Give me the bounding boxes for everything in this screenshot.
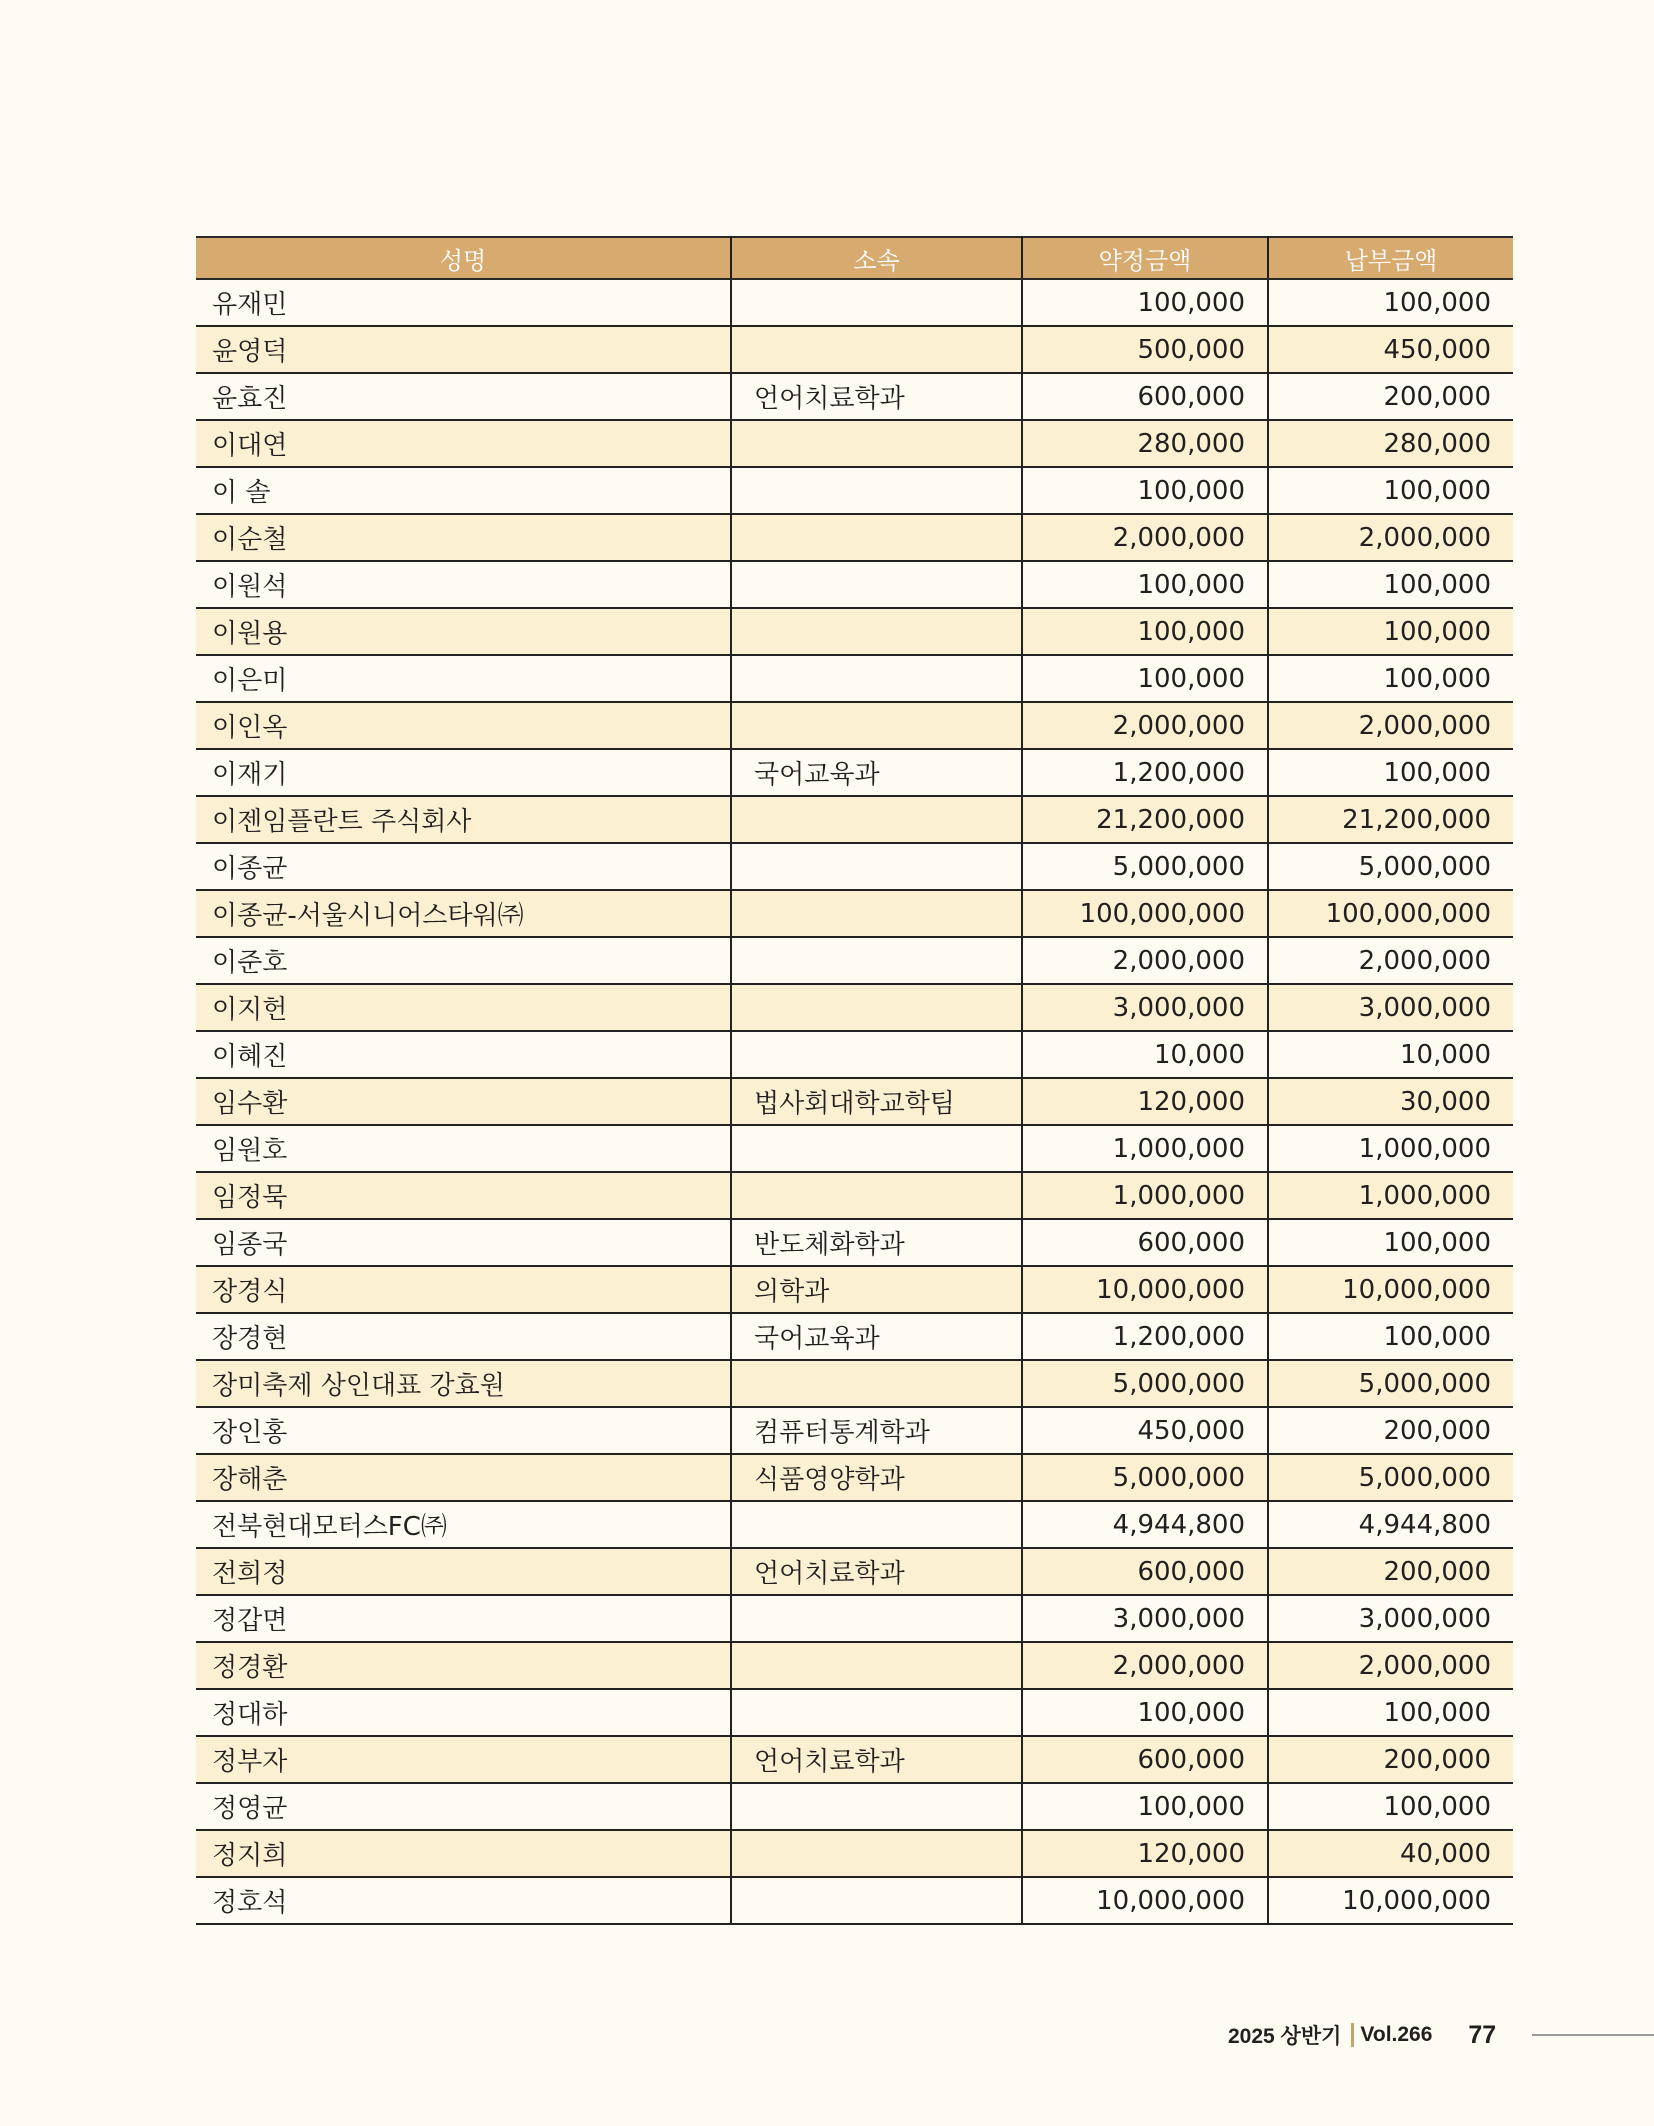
page-number: 77: [1468, 2020, 1497, 2049]
cell-pledged-amount: 5,000,000: [1022, 1360, 1268, 1407]
cell-affiliation: [731, 1830, 1022, 1877]
cell-paid-amount: 5,000,000: [1268, 1360, 1513, 1407]
cell-name: 장미축제 상인대표 강효원: [196, 1360, 731, 1407]
cell-name: 임수환: [196, 1078, 731, 1125]
cell-name: 정지희: [196, 1830, 731, 1877]
page-footer: [1228, 2018, 1496, 2052]
table-row: [196, 1689, 1513, 1736]
cell-name: 정영균: [196, 1783, 731, 1830]
cell-affiliation: 언어치료학과: [731, 1736, 1022, 1783]
cell-paid-amount: 100,000: [1268, 1783, 1513, 1830]
cell-paid-amount: 3,000,000: [1268, 1595, 1513, 1642]
cell-affiliation: [731, 1125, 1022, 1172]
cell-affiliation: [731, 1031, 1022, 1078]
table-row: [196, 1548, 1513, 1595]
cell-pledged-amount: 120,000: [1022, 1078, 1268, 1125]
cell-affiliation: [731, 608, 1022, 655]
cell-pledged-amount: 100,000: [1022, 1783, 1268, 1830]
donor-table-container: [196, 236, 1513, 1925]
table-row: [196, 890, 1513, 937]
cell-name: 유재민: [196, 279, 731, 326]
cell-affiliation: [731, 1501, 1022, 1548]
footer-divider: [1351, 2023, 1354, 2047]
table-row: [196, 1595, 1513, 1642]
table-row: [196, 373, 1513, 420]
cell-affiliation: 언어치료학과: [731, 373, 1022, 420]
cell-name: 장경식: [196, 1266, 731, 1313]
table-row: [196, 1642, 1513, 1689]
table-row: [196, 467, 1513, 514]
table-row: [196, 937, 1513, 984]
cell-pledged-amount: 10,000,000: [1022, 1266, 1268, 1313]
cell-name: 이 솔: [196, 467, 731, 514]
cell-affiliation: [731, 561, 1022, 608]
cell-paid-amount: 200,000: [1268, 373, 1513, 420]
table-row: [196, 1736, 1513, 1783]
cell-paid-amount: 100,000: [1268, 561, 1513, 608]
table-row: [196, 796, 1513, 843]
cell-paid-amount: 100,000: [1268, 1219, 1513, 1266]
cell-name: 이대연: [196, 420, 731, 467]
table-row: [196, 1031, 1513, 1078]
table-row: [196, 279, 1513, 326]
cell-pledged-amount: 100,000: [1022, 467, 1268, 514]
cell-paid-amount: 100,000: [1268, 749, 1513, 796]
cell-name: 이재기: [196, 749, 731, 796]
table-row: [196, 702, 1513, 749]
cell-affiliation: [731, 420, 1022, 467]
cell-pledged-amount: 1,000,000: [1022, 1172, 1268, 1219]
cell-affiliation: 법사회대학교학팀: [731, 1078, 1022, 1125]
cell-paid-amount: 100,000,000: [1268, 890, 1513, 937]
cell-affiliation: 국어교육과: [731, 1313, 1022, 1360]
cell-affiliation: 식품영양학과: [731, 1454, 1022, 1501]
cell-name: 정호석: [196, 1877, 731, 1924]
cell-paid-amount: 100,000: [1268, 467, 1513, 514]
table-row: [196, 420, 1513, 467]
cell-name: 이준호: [196, 937, 731, 984]
cell-affiliation: 언어치료학과: [731, 1548, 1022, 1595]
cell-pledged-amount: 450,000: [1022, 1407, 1268, 1454]
cell-pledged-amount: 3,000,000: [1022, 1595, 1268, 1642]
table-row: [196, 1454, 1513, 1501]
cell-affiliation: [731, 1360, 1022, 1407]
cell-pledged-amount: 2,000,000: [1022, 514, 1268, 561]
cell-name: 정부자: [196, 1736, 731, 1783]
cell-pledged-amount: 100,000: [1022, 561, 1268, 608]
table-row: [196, 843, 1513, 890]
cell-paid-amount: 100,000: [1268, 1313, 1513, 1360]
cell-name: 이종균: [196, 843, 731, 890]
cell-paid-amount: 100,000: [1268, 608, 1513, 655]
table-row: [196, 1266, 1513, 1313]
cell-paid-amount: 450,000: [1268, 326, 1513, 373]
cell-pledged-amount: 4,944,800: [1022, 1501, 1268, 1548]
cell-paid-amount: 3,000,000: [1268, 984, 1513, 1031]
cell-paid-amount: 200,000: [1268, 1407, 1513, 1454]
cell-affiliation: [731, 514, 1022, 561]
cell-name: 이원석: [196, 561, 731, 608]
cell-name: 윤영덕: [196, 326, 731, 373]
table-row: [196, 1407, 1513, 1454]
cell-name: 전북현대모터스FC㈜: [196, 1501, 731, 1548]
table-row: [196, 326, 1513, 373]
cell-affiliation: [731, 326, 1022, 373]
cell-name: 장인홍: [196, 1407, 731, 1454]
table-row: [196, 1172, 1513, 1219]
table-row: [196, 1830, 1513, 1877]
table-row: [196, 1125, 1513, 1172]
header-name: 성명: [196, 237, 731, 279]
cell-affiliation: [731, 702, 1022, 749]
cell-paid-amount: 100,000: [1268, 1689, 1513, 1736]
cell-affiliation: [731, 1877, 1022, 1924]
cell-name: 이종균-서울시니어스타워㈜: [196, 890, 731, 937]
cell-name: 정갑면: [196, 1595, 731, 1642]
cell-paid-amount: 21,200,000: [1268, 796, 1513, 843]
table-row: [196, 655, 1513, 702]
cell-affiliation: [731, 796, 1022, 843]
cell-paid-amount: 100,000: [1268, 655, 1513, 702]
table-row: [196, 1783, 1513, 1830]
header-paid-amount: 납부금액: [1268, 237, 1513, 279]
cell-name: 이인옥: [196, 702, 731, 749]
cell-pledged-amount: 100,000: [1022, 608, 1268, 655]
cell-name: 정대하: [196, 1689, 731, 1736]
cell-affiliation: 반도체화학과: [731, 1219, 1022, 1266]
cell-name: 임종국: [196, 1219, 731, 1266]
cell-pledged-amount: 2,000,000: [1022, 937, 1268, 984]
cell-pledged-amount: 280,000: [1022, 420, 1268, 467]
cell-paid-amount: 10,000,000: [1268, 1877, 1513, 1924]
table-row: [196, 1877, 1513, 1924]
footer-rule: [1532, 2034, 1654, 2036]
cell-pledged-amount: 600,000: [1022, 1548, 1268, 1595]
cell-name: 장해춘: [196, 1454, 731, 1501]
cell-affiliation: 컴퓨터통계학과: [731, 1407, 1022, 1454]
table-row: [196, 749, 1513, 796]
cell-paid-amount: 5,000,000: [1268, 1454, 1513, 1501]
cell-name: 임원호: [196, 1125, 731, 1172]
cell-affiliation: 의학과: [731, 1266, 1022, 1313]
cell-paid-amount: 2,000,000: [1268, 1642, 1513, 1689]
table-header: [196, 237, 1513, 279]
table-row: [196, 1313, 1513, 1360]
cell-affiliation: [731, 1172, 1022, 1219]
header-pledged-amount: 약정금액: [1022, 237, 1268, 279]
table-row: [196, 1219, 1513, 1266]
volume-label: Vol.266: [1360, 2023, 1433, 2046]
cell-pledged-amount: 100,000: [1022, 1689, 1268, 1736]
cell-affiliation: [731, 1595, 1022, 1642]
table-row: [196, 561, 1513, 608]
cell-paid-amount: 1,000,000: [1268, 1125, 1513, 1172]
cell-affiliation: [731, 890, 1022, 937]
cell-name: 이은미: [196, 655, 731, 702]
table-body: [196, 279, 1513, 1924]
cell-paid-amount: 2,000,000: [1268, 702, 1513, 749]
cell-paid-amount: 5,000,000: [1268, 843, 1513, 890]
cell-pledged-amount: 500,000: [1022, 326, 1268, 373]
cell-name: 이젠임플란트 주식회사: [196, 796, 731, 843]
cell-pledged-amount: 100,000,000: [1022, 890, 1268, 937]
cell-affiliation: [731, 843, 1022, 890]
cell-paid-amount: 10,000: [1268, 1031, 1513, 1078]
cell-name: 이원용: [196, 608, 731, 655]
table-row: [196, 1078, 1513, 1125]
cell-pledged-amount: 2,000,000: [1022, 702, 1268, 749]
cell-paid-amount: 1,000,000: [1268, 1172, 1513, 1219]
cell-name: 이지헌: [196, 984, 731, 1031]
cell-paid-amount: 30,000: [1268, 1078, 1513, 1125]
cell-name: 이순철: [196, 514, 731, 561]
cell-name: 전희정: [196, 1548, 731, 1595]
cell-pledged-amount: 600,000: [1022, 1736, 1268, 1783]
table-row: [196, 1360, 1513, 1407]
donor-table: [196, 236, 1513, 1925]
cell-pledged-amount: 100,000: [1022, 655, 1268, 702]
cell-pledged-amount: 5,000,000: [1022, 843, 1268, 890]
cell-pledged-amount: 3,000,000: [1022, 984, 1268, 1031]
cell-pledged-amount: 5,000,000: [1022, 1454, 1268, 1501]
cell-affiliation: [731, 1783, 1022, 1830]
cell-paid-amount: 2,000,000: [1268, 514, 1513, 561]
cell-name: 이혜진: [196, 1031, 731, 1078]
header-row: [196, 237, 1513, 279]
cell-pledged-amount: 10,000: [1022, 1031, 1268, 1078]
cell-affiliation: [731, 467, 1022, 514]
table-row: [196, 1501, 1513, 1548]
cell-affiliation: [731, 1642, 1022, 1689]
cell-paid-amount: 100,000: [1268, 279, 1513, 326]
table-row: [196, 984, 1513, 1031]
cell-name: 임정묵: [196, 1172, 731, 1219]
cell-affiliation: [731, 937, 1022, 984]
cell-paid-amount: 2,000,000: [1268, 937, 1513, 984]
cell-affiliation: [731, 1689, 1022, 1736]
header-affiliation: 소속: [731, 237, 1022, 279]
cell-paid-amount: 200,000: [1268, 1548, 1513, 1595]
cell-pledged-amount: 1,000,000: [1022, 1125, 1268, 1172]
cell-paid-amount: 200,000: [1268, 1736, 1513, 1783]
table-row: [196, 608, 1513, 655]
cell-affiliation: 국어교육과: [731, 749, 1022, 796]
cell-affiliation: [731, 984, 1022, 1031]
cell-pledged-amount: 1,200,000: [1022, 749, 1268, 796]
cell-affiliation: [731, 279, 1022, 326]
cell-pledged-amount: 21,200,000: [1022, 796, 1268, 843]
cell-affiliation: [731, 655, 1022, 702]
cell-pledged-amount: 600,000: [1022, 1219, 1268, 1266]
cell-pledged-amount: 120,000: [1022, 1830, 1268, 1877]
issue-label: 2025 상반기: [1228, 2025, 1342, 2048]
cell-name: 장경현: [196, 1313, 731, 1360]
cell-paid-amount: 10,000,000: [1268, 1266, 1513, 1313]
cell-pledged-amount: 1,200,000: [1022, 1313, 1268, 1360]
cell-pledged-amount: 100,000: [1022, 279, 1268, 326]
cell-name: 정경환: [196, 1642, 731, 1689]
table-row: [196, 514, 1513, 561]
cell-paid-amount: 40,000: [1268, 1830, 1513, 1877]
cell-pledged-amount: 2,000,000: [1022, 1642, 1268, 1689]
cell-pledged-amount: 10,000,000: [1022, 1877, 1268, 1924]
cell-pledged-amount: 600,000: [1022, 373, 1268, 420]
cell-paid-amount: 280,000: [1268, 420, 1513, 467]
cell-name: 윤효진: [196, 373, 731, 420]
cell-paid-amount: 4,944,800: [1268, 1501, 1513, 1548]
